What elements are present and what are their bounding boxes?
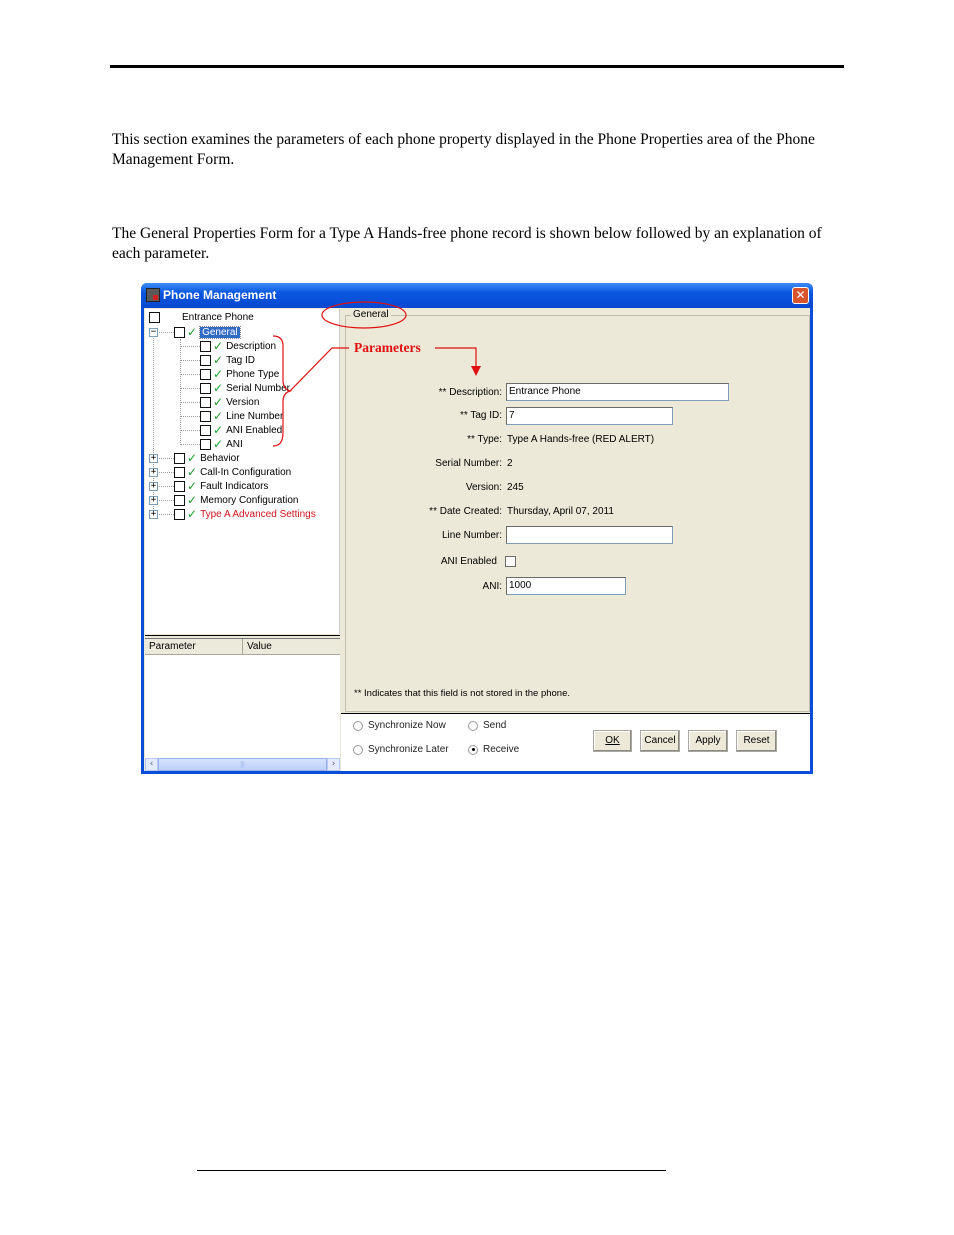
checkbox[interactable] <box>174 467 185 478</box>
parameter-list[interactable] <box>145 639 340 771</box>
parameter-list-header <box>145 639 340 655</box>
checkmark-icon: ✓ <box>213 437 224 451</box>
expand-icon[interactable]: + <box>150 453 157 463</box>
checkbox[interactable] <box>200 425 211 436</box>
checkbox[interactable] <box>200 341 211 352</box>
checkbox[interactable] <box>200 383 211 394</box>
version-label: Version: <box>465 482 502 493</box>
tree-node-fault-indicators[interactable]: ✓ Fault Indicators <box>174 480 268 493</box>
ani-input[interactable]: 1000 <box>506 577 626 595</box>
radio-icon <box>353 721 363 731</box>
tree-line <box>157 500 174 501</box>
checkmark-icon: ✓ <box>213 395 224 409</box>
checkbox[interactable] <box>174 327 185 338</box>
tree-line <box>180 374 200 375</box>
tree-line <box>157 472 174 473</box>
tree-node-ani-enabled[interactable]: ✓ ANI Enabled <box>200 424 282 437</box>
title-bar[interactable] <box>141 283 813 308</box>
description-label: ** Description: <box>438 387 502 398</box>
tree-line <box>180 416 200 417</box>
type-value: Type A Hands-free (RED ALERT) <box>507 434 655 445</box>
checkbox[interactable] <box>174 481 185 492</box>
checkmark-icon: ✓ <box>213 409 224 423</box>
version-value: 245 <box>507 482 524 493</box>
window-title: Phone Management <box>163 288 277 302</box>
tree-line <box>153 335 154 519</box>
tree-node-description[interactable]: ✓ Description <box>200 340 276 353</box>
type-label: ** Type: <box>467 434 502 445</box>
tree-node-tag-id[interactable]: ✓ Tag ID <box>200 354 255 367</box>
reset-button[interactable]: Reset <box>736 730 777 752</box>
expand-icon[interactable]: + <box>150 467 157 477</box>
synchronize-now-radio[interactable]: Synchronize Now <box>353 720 446 731</box>
intro-paragraph: This section examines the parameters of each phone property displayed in the Phone Properties area of the Phone Management Form. <box>112 131 815 168</box>
cancel-button[interactable]: Cancel <box>640 730 680 752</box>
expand-icon[interactable]: + <box>150 509 157 519</box>
window-client <box>144 308 810 771</box>
checkmark-icon: ✓ <box>187 451 198 465</box>
radio-selected-icon <box>468 745 478 755</box>
tree-node-ani[interactable]: ✓ ANI <box>200 438 243 451</box>
header-rule <box>110 65 844 68</box>
tree-line <box>157 486 174 487</box>
tree-line <box>180 388 200 389</box>
receive-radio[interactable]: Receive <box>468 744 519 755</box>
checkbox[interactable] <box>149 312 160 323</box>
expand-icon[interactable]: + <box>150 495 157 505</box>
checkmark-icon: ✓ <box>187 325 198 339</box>
general-properties-group <box>345 309 810 712</box>
tree-node-general[interactable]: ✓ General <box>174 326 240 339</box>
checkmark-icon: ✓ <box>213 423 224 437</box>
ani-label: ANI: <box>482 581 502 592</box>
checkmark-icon: ✓ <box>187 479 198 493</box>
line-number-label: Line Number: <box>441 530 502 541</box>
column-header-value[interactable]: Value <box>247 641 272 652</box>
ani-enabled-checkbox[interactable] <box>505 556 516 567</box>
footnote: ** Indicates that this field is not stored in the phone. <box>354 688 570 699</box>
app-icon <box>146 288 160 302</box>
tag-id-label: ** Tag ID: <box>459 410 502 421</box>
close-icon: ✕ <box>795 288 806 302</box>
checkmark-icon: ✓ <box>213 339 224 353</box>
date-created-value: Thursday, April 07, 2011 <box>507 506 614 517</box>
column-header-parameter[interactable]: Parameter <box>145 639 243 654</box>
tree-line <box>180 402 200 403</box>
tree-node-phone-type[interactable]: ✓ Phone Type <box>200 368 279 381</box>
checkbox[interactable] <box>200 369 211 380</box>
synchronize-later-radio[interactable]: Synchronize Later <box>353 744 449 755</box>
scroll-thumb[interactable]: ||| <box>158 758 327 771</box>
checkmark-icon: ✓ <box>213 381 224 395</box>
serial-number-value: 2 <box>507 458 513 469</box>
tree-node-call-in-configuration[interactable]: ✓ Call-In Configuration <box>174 466 291 479</box>
radio-icon <box>353 745 363 755</box>
collapse-icon[interactable]: − <box>150 327 157 337</box>
checkbox[interactable] <box>200 439 211 450</box>
scroll-left-icon[interactable]: ‹ <box>145 758 158 771</box>
figure-intro-paragraph: The General Properties Form for a Type A Hands-free phone record is shown below followed by an explanation of each parameter. <box>112 225 822 262</box>
checkbox[interactable] <box>200 355 211 366</box>
tree-line <box>180 346 200 347</box>
tree-line <box>180 360 200 361</box>
checkmark-icon: ✓ <box>213 353 224 367</box>
tree-node-line-number[interactable]: ✓ Line Number <box>200 410 283 423</box>
scroll-right-icon[interactable]: › <box>327 758 340 771</box>
tree-node-serial-number[interactable]: ✓ Serial Number <box>200 382 290 395</box>
checkmark-icon: ✓ <box>187 493 198 507</box>
footer-rule <box>197 1170 666 1228</box>
tree-line <box>157 332 174 333</box>
checkbox[interactable] <box>174 495 185 506</box>
checkbox[interactable] <box>174 453 185 464</box>
tree-node-version[interactable]: ✓ Version <box>200 396 259 409</box>
close-button[interactable] <box>792 287 809 304</box>
checkbox[interactable] <box>200 397 211 408</box>
tree-node-type-a-advanced-settings[interactable]: ✓ Type A Advanced Settings <box>174 508 316 521</box>
serial-number-label: Serial Number: <box>435 458 502 469</box>
description-input[interactable]: Entrance Phone <box>506 383 729 401</box>
phone-property-tree[interactable] <box>145 309 340 634</box>
parameters-annotation-label: Parameters <box>354 340 421 355</box>
tree-line <box>180 444 200 445</box>
tree-line <box>180 430 200 431</box>
tree-node-root[interactable]: Entrance Phone <box>149 311 254 324</box>
line-number-input[interactable] <box>506 526 673 544</box>
ok-button[interactable]: OK <box>593 730 632 752</box>
tree-node-behavior[interactable]: ✓ Behavior <box>174 452 240 465</box>
send-radio[interactable]: Send <box>468 720 506 731</box>
checkbox[interactable] <box>174 509 185 520</box>
checkmark-icon: ✓ <box>213 367 224 381</box>
apply-button[interactable]: Apply <box>688 730 728 752</box>
tree-line <box>157 514 174 515</box>
checkmark-icon: ✓ <box>187 465 198 479</box>
ani-enabled-label: ANI Enabled <box>440 556 497 567</box>
phone-management-window <box>141 283 813 774</box>
tree-node-memory-configuration[interactable]: ✓ Memory Configuration <box>174 494 298 507</box>
tag-id-input[interactable]: 7 <box>506 407 673 425</box>
horizontal-scrollbar[interactable] <box>145 758 340 771</box>
date-created-label: ** Date Created: <box>429 506 502 517</box>
checkmark-icon: ✓ <box>187 507 198 521</box>
checkbox[interactable] <box>200 411 211 422</box>
tree-line <box>157 458 174 459</box>
sync-actions-pane <box>341 713 810 771</box>
radio-icon <box>468 721 478 731</box>
group-title: General <box>353 309 389 320</box>
expand-icon[interactable]: + <box>150 481 157 491</box>
